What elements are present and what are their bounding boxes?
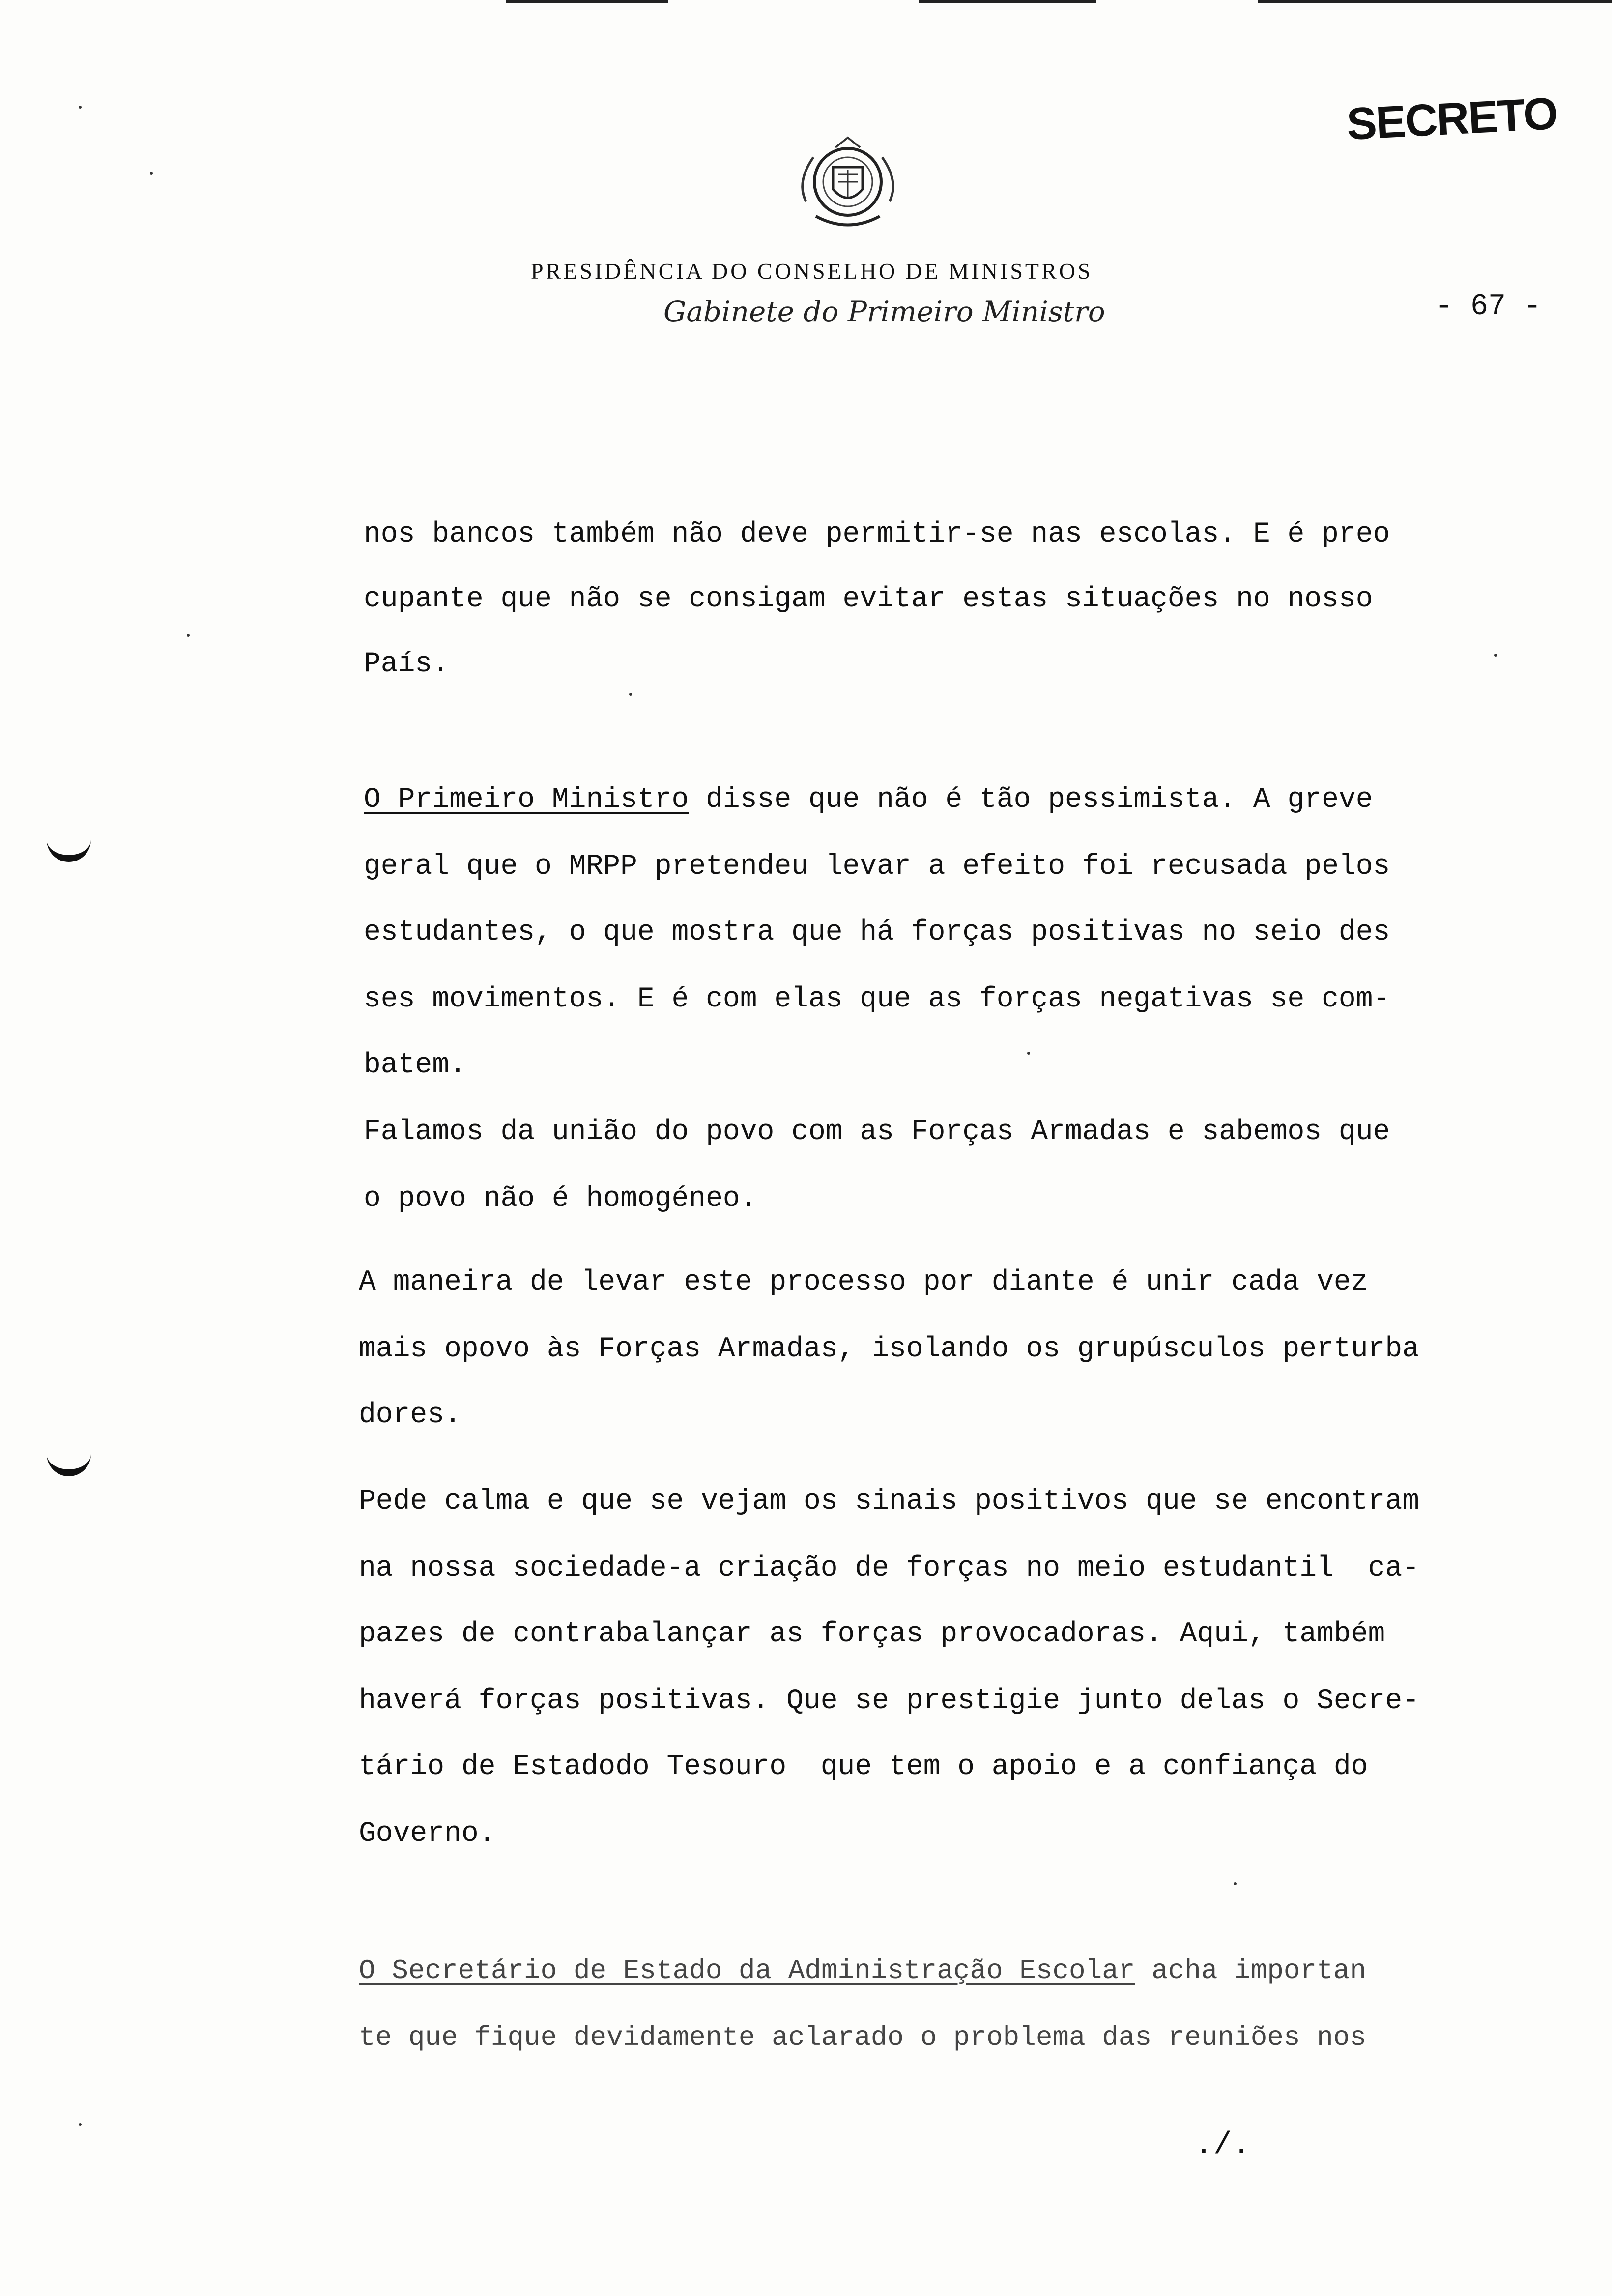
text-line: o povo não é homogéneo. bbox=[364, 1183, 757, 1215]
text-line: A maneira de levar este processo por diante é unir cada vez bbox=[359, 1266, 1368, 1298]
text-line: haverá forças positivas. Que se prestigie junto delas o Secre- bbox=[359, 1685, 1419, 1717]
text-line: na nossa sociedade-a criação de forças no meio estudantil ca- bbox=[359, 1552, 1419, 1584]
text-line: geral que o MRPP pretendeu levar a efeito foi recusada pelos bbox=[364, 851, 1390, 883]
coat-of-arms-seal bbox=[786, 128, 909, 236]
text-line: batem. bbox=[364, 1049, 466, 1081]
top-rule bbox=[506, 0, 668, 3]
speck bbox=[150, 172, 153, 175]
text-line: cupante que não se consigam evitar estas situações no nosso bbox=[364, 583, 1373, 615]
continuation-mark: ./. bbox=[1194, 2128, 1251, 2163]
speck bbox=[1234, 1882, 1237, 1885]
text-line: Governo. bbox=[359, 1818, 496, 1850]
top-rule bbox=[919, 0, 1096, 3]
text-line: pazes de contrabalançar as forças provocadoras. Aqui, também bbox=[359, 1618, 1385, 1650]
text-line: tário de Estadodo Tesouro que tem o apoio e a confiança do bbox=[359, 1751, 1368, 1783]
margin-mark bbox=[47, 835, 91, 862]
speck bbox=[187, 634, 190, 637]
text-line: Pede calma e que se vejam os sinais positivos que se encontram bbox=[359, 1486, 1419, 1518]
margin-mark bbox=[47, 1450, 91, 1476]
classification-stamp: SECRETO bbox=[1345, 88, 1559, 150]
text-line: estudantes, o que mostra que há forças positivas no seio des bbox=[364, 917, 1390, 948]
text-fragment: acha importan bbox=[1135, 1955, 1366, 1986]
text-line: nos bancos também não deve permitir-se nas escolas. E é preo bbox=[364, 518, 1390, 550]
speck bbox=[1494, 654, 1497, 657]
text-line: dores. bbox=[359, 1399, 461, 1431]
page-number: - 67 - bbox=[1435, 290, 1542, 323]
text-line: mais opovo às Forças Armadas, isolando os grupúsculos perturba bbox=[359, 1333, 1419, 1365]
institution-header: PRESIDÊNCIA DO CONSELHO DE MINISTROS bbox=[531, 258, 1093, 284]
text-line: País. bbox=[364, 648, 450, 680]
speaker-line bbox=[359, 1937, 1366, 2004]
top-rule bbox=[1258, 0, 1612, 3]
text-line: Falamos da união do povo com as Forças Armadas e sabemos que bbox=[364, 1116, 1390, 1148]
speaker-line bbox=[364, 767, 1373, 833]
speaker-name: O Primeiro Ministro bbox=[364, 784, 689, 816]
text-fragment: disse que não é tão pessimista. A greve bbox=[689, 784, 1373, 816]
text-line: te que fique devidamente aclarado o problema das reuniões nos bbox=[359, 2022, 1366, 2053]
office-subheader: Gabinete do Primeiro Ministro bbox=[663, 295, 1105, 328]
speaker-name: O Secretário de Estado da Administração Escolar bbox=[359, 1955, 1135, 1986]
speck bbox=[79, 2123, 82, 2126]
speck bbox=[629, 693, 632, 696]
speck bbox=[1027, 1052, 1030, 1055]
speck bbox=[79, 106, 82, 109]
text-line: ses movimentos. E é com elas que as forças negativas se com- bbox=[364, 983, 1390, 1015]
